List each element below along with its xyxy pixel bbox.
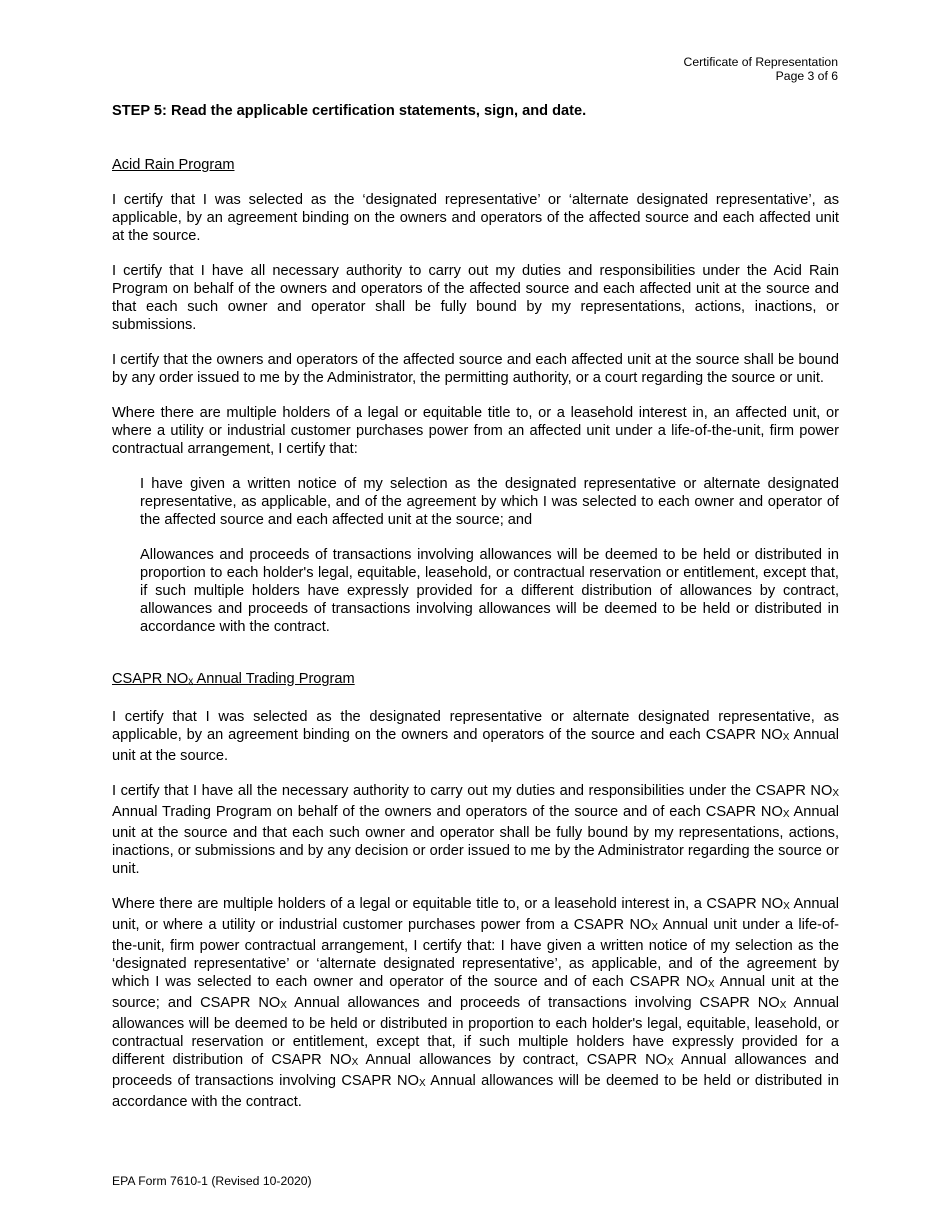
- csapr-paragraph-2: I certify that I have all the necessary authority to carry out my duties and responsibilities under the CSAPR NOX Annual Trading Program on behalf of the owners and operators of the source and of each CSAPR NOX Annual unit at the source and that each such owner and operator shall be fully bound by my representations, actions, inactions, or submissions and by any decision or order issued to me by the Administrator regarding the source or unit.: [112, 783, 839, 877]
- section-title-acid-rain: Acid Rain Program: [112, 157, 235, 173]
- acid-rain-paragraph-3: I certify that the owners and operators of the affected source and each affected unit at the source shall be bound by any order issued to me by the Administrator, the permitting authority, or a court regarding the source or unit.: [112, 352, 839, 386]
- acid-rain-paragraph-5: I have given a written notice of my selection as the designated representative or alternate designated representative, as applicable, and of the agreement by which I was selected to each owner and operator of the affected source and each affected unit at the source; and: [140, 476, 839, 528]
- csapr-paragraph-3: Where there are multiple holders of a legal or equitable title to, or a leasehold interest in, a CSAPR NOX Annual unit, or where a utility or industrial customer purchases power from a CSAPR NOX Annual unit under a life-of-the-unit, firm power contractual arrangement, I certify that: I have given a written notice of my selection as the ‘designated representative’ or ‘alternate designated representative’, as applicable, and of the agreement by which I was selected to each owner and operator of the source and of each CSAPR NOX Annual unit at the source; and CSAPR NOX Annual allowances and proceeds of transactions involving CSAPR NOX Annual allowances will be deemed to be held or distributed in proportion to each holder's legal, equitable, leasehold, or contractual reservation or entitlement, except that, if such multiple holders have expressly provided for a different distribution of CSAPR NOX Annual allowances by contract, CSAPR NOX Annual allowances and proceeds of transactions involving CSAPR NOX Annual allowances will be deemed to be held or distributed in accordance with the contract.: [112, 896, 840, 1110]
- acid-rain-paragraph-1: I certify that I was selected as the ‘designated representative’ or ‘alternate designated representative’, as applicable, by an agreement binding on the owners and operators of the affected source and each affected unit at the source.: [112, 192, 839, 244]
- acid-rain-paragraph-6: Allowances and proceeds of transactions involving allowances will be deemed to be held or distributed in proportion to each holder's legal, equitable, leasehold, or contractual reservation or entitlement, except that, if such multiple holders have expressly provided for a different distribution of allowances by contract, allowances and proceeds of transactions involving allowances will be deemed to be held or distributed in accordance with the contract.: [140, 547, 839, 635]
- page-content: [112, 102, 839, 1111]
- section-title-csapr: CSAPR NOx Annual Trading Program: [112, 671, 355, 687]
- document-title: Certificate of Representation: [683, 55, 838, 69]
- acid-rain-paragraph-2: I certify that I have all necessary authority to carry out my duties and responsibilities under the Acid Rain Program on behalf of the owners and operators of the affected source and each affected unit at the source and that each such owner and operator shall be fully bound by my representations, actions, inactions, or submissions.: [112, 263, 839, 333]
- step-heading: STEP 5: Read the applicable certification statements, sign, and date.: [112, 103, 587, 119]
- page-header: [684, 55, 838, 83]
- csapr-paragraph-1: I certify that I was selected as the designated representative or alternate designated representative, as applicable, by an agreement binding on the owners and operators of the source and each CSAPR NOX Annual unit at the source.: [112, 709, 839, 764]
- page-footer: EPA Form 7610-1 (Revised 10-2020): [112, 1174, 312, 1188]
- page-number: Page 3 of 6: [775, 69, 838, 83]
- acid-rain-paragraph-4: Where there are multiple holders of a legal or equitable title to, or a leasehold interest in, an affected unit, or where a utility or industrial customer purchases power from an affected unit under a life-of-the-unit, firm power contractual arrangement, I certify that:: [112, 405, 839, 457]
